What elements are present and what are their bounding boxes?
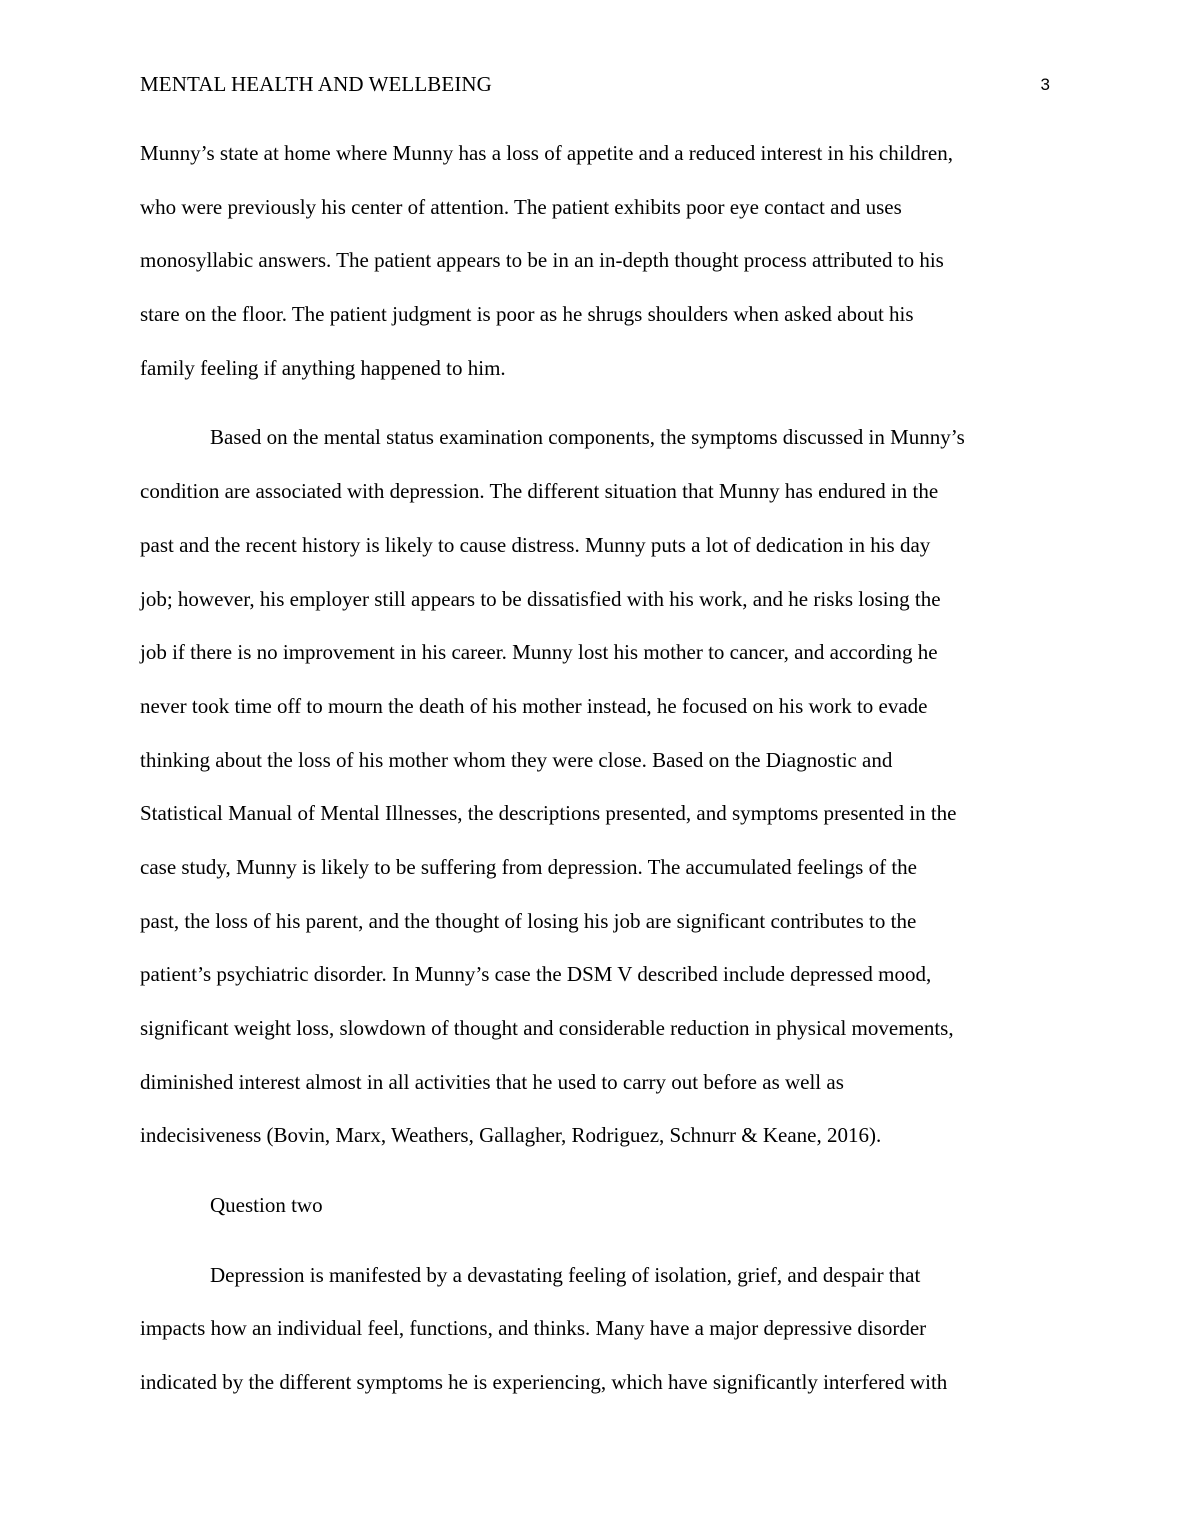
text-line: indecisiveness (Bovin, Marx, Weathers, Gallagher, Rodriguez, Schnurr & Keane, 2016). bbox=[140, 1123, 882, 1148]
text-line: stare on the floor. The patient judgment is poor as he shrugs shoulders when asked about his bbox=[140, 302, 914, 327]
text-line: past, the loss of his parent, and the thought of losing his job are significant contributes to the bbox=[140, 908, 917, 933]
text-line: job; however, his employer still appears to be dissatisfied with his work, and he risks losing the bbox=[140, 586, 941, 611]
text-line: impacts how an individual feel, functions, and thinks. Many have a major depressive disorder bbox=[140, 1316, 927, 1341]
text-line: never took time off to mourn the death of his mother instead, he focused on his work to evade bbox=[140, 693, 928, 718]
text-line: Munny’s state at home where Munny has a loss of appetite and a reduced interest in his children, bbox=[140, 141, 953, 165]
text-line: family feeling if anything happened to him. bbox=[140, 355, 506, 380]
text-line: case study, Munny is likely to be suffering from depression. The accumulated feelings of the bbox=[140, 854, 917, 879]
text-line: patient’s psychiatric disorder. In Munny’s case the DSM V described include depressed mood, bbox=[140, 962, 932, 987]
text-line: Question two bbox=[210, 1193, 323, 1218]
text-line: significant weight loss, slowdown of thought and considerable reduction in physical movements, bbox=[140, 1016, 954, 1040]
running-head: MENTAL HEALTH AND WELLBEING bbox=[140, 72, 492, 96]
paragraph bbox=[140, 127, 1055, 395]
text-line: Statistical Manual of Mental Illnesses, the descriptions presented, and symptoms presented in the bbox=[140, 801, 957, 826]
text-line: monosyllabic answers. The patient appears to be in an in-depth thought process attributed to his bbox=[140, 248, 944, 273]
section-heading bbox=[140, 1179, 1055, 1233]
text-line: diminished interest almost in all activities that he used to carry out before as well as bbox=[140, 1069, 844, 1094]
text-line: condition are associated with depression. The different situation that Munny has endured in the bbox=[140, 479, 939, 504]
paragraph bbox=[140, 411, 1055, 1163]
text-line: job if there is no improvement in his career. Munny lost his mother to cancer, and according he bbox=[140, 640, 938, 665]
body-text bbox=[140, 127, 1055, 1410]
text-line: past and the recent history is likely to cause distress. Munny puts a lot of dedication in his day bbox=[140, 532, 931, 557]
page-number: 3 bbox=[1040, 75, 1050, 94]
text-line: Depression is manifested by a devastating feeling of isolation, grief, and despair that bbox=[210, 1262, 921, 1287]
paragraph bbox=[140, 1249, 1055, 1410]
text-line: Based on the mental status examination components, the symptoms discussed in Munny’s bbox=[210, 425, 965, 450]
text-line: thinking about the loss of his mother whom they were close. Based on the Diagnostic and bbox=[140, 747, 893, 772]
text-line: indicated by the different symptoms he is experiencing, which have significantly interfered with bbox=[140, 1370, 948, 1395]
text-line: who were previously his center of attention. The patient exhibits poor eye contact and uses bbox=[140, 194, 902, 219]
